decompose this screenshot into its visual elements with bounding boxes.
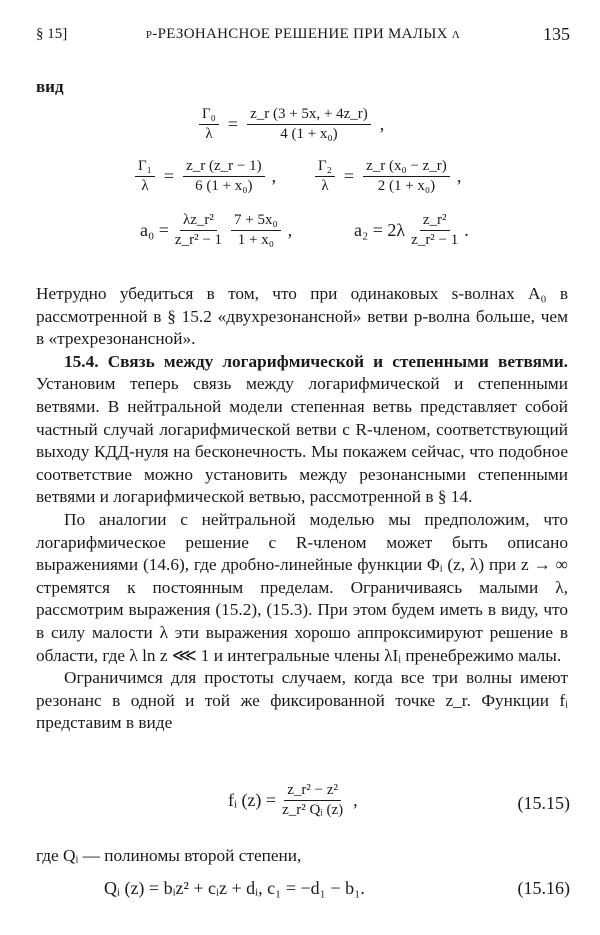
fraction — [172, 212, 225, 249]
numerator: z_r² − z² — [284, 782, 341, 801]
numerator: Γ₂ — [315, 158, 335, 177]
equation-number: (15.16) — [517, 878, 570, 898]
formula-lhs: a₀ = — [140, 220, 169, 240]
equation-15-16 — [104, 878, 365, 899]
equals-sign: = — [163, 166, 175, 186]
equals-sign: = — [227, 114, 239, 134]
paragraph: Нетрудно убедиться в том, что при одинаковых s-волнах A₀ в рассмотренной в § 15.2 «двухрезонансной» ветви p-волна больше, чем в «трехрезонансной». — [36, 284, 568, 349]
fraction — [183, 158, 265, 195]
numerator: λz_r² — [180, 212, 217, 231]
fraction — [408, 212, 461, 249]
formula-body: Qᵢ (z) = bᵢz² + cᵢz + dᵢ, c₁ = −d₁ − b₁. — [104, 878, 365, 898]
punctuation: , — [379, 114, 385, 134]
fraction — [247, 106, 371, 143]
equation-number: (15.15) — [517, 793, 570, 813]
section-heading: 15.4. Связь между логарифмической и степенными ветвями. — [64, 351, 568, 371]
body-text-lower — [36, 845, 568, 868]
numerator: 7 + 5x₀ — [231, 212, 281, 231]
fraction — [135, 158, 155, 195]
formula-gamma0 — [196, 106, 384, 143]
formula-lhs: fᵢ (z) = — [228, 790, 277, 810]
paragraph: Ограничимся для простоты случаем, когда все три волны имеют резонанс в одной и той же фиксированной точке z_r. Функции fᵢ представим в виде — [36, 668, 568, 733]
paragraph: где Qᵢ — полиномы второй степени, — [36, 846, 302, 865]
equation-15-15 — [228, 782, 358, 819]
numerator: Γ₀ — [199, 106, 219, 125]
paragraph: По аналогии с нейтральной моделью мы предположим, что логарифмическое решение с R-членом может быть описано выражениями (14.6), где дробно-линейные функции Φᵢ (z, λ) при z → ∞ стремятся к постоянным пределам. Ограничиваясь малыми λ, рассмотрим выражения (15.2), (15.3). При этом будем иметь в виду, что в силу малости λ эти выражения хорошо аппроксимируют решение в области, где λ ln z ⋘ 1 и интегральные члены λIᵢ пренебрежимо малы. — [36, 509, 568, 665]
numerator: Γ₁ — [135, 158, 155, 177]
denominator: λ — [205, 126, 213, 142]
fraction — [231, 212, 281, 249]
body-text-upper — [36, 283, 568, 735]
fraction — [279, 782, 346, 819]
denominator: z_r² Qᵢ (z) — [282, 802, 344, 818]
formula-gamma1 — [132, 158, 276, 195]
paragraph-section — [36, 351, 568, 509]
fraction — [363, 158, 450, 195]
denominator: 1 + x₀ — [237, 232, 274, 248]
punctuation: , — [287, 220, 293, 240]
denominator: λ — [321, 178, 329, 194]
numerator: z_r (3 + 5x, + 4z_r) — [247, 106, 371, 125]
header-title: p-РЕЗОНАНСНОЕ РЕШЕНИЕ ПРИ МАЛЫХ λ — [145, 26, 461, 42]
fraction — [199, 106, 219, 143]
denominator: z_r² − 1 — [174, 232, 223, 248]
numerator: z_r (z_r − 1) — [183, 158, 265, 177]
numerator: z_r² — [420, 212, 450, 231]
denominator: λ — [141, 178, 149, 194]
equals-sign: = — [343, 166, 355, 186]
punctuation: , — [271, 166, 277, 186]
paragraph: Установим теперь связь между логарифмической и степенными ветвями. В нейтральной модели степенная ветвь представляет собой частный случай логарифмической ветви с R-членом, соответствующий выходу КДД-нуля на бесконечность. Мы покажем сейчас, что подобное соответствие можно установить между резонансными степенными ветвями и логарифмической ветвью, рассмотренной в § 14. — [36, 374, 568, 507]
denominator: 2 (1 + x₀) — [377, 178, 436, 194]
running-header — [36, 26, 570, 48]
fraction — [315, 158, 335, 195]
formula-a2 — [354, 212, 469, 249]
punctuation: , — [456, 166, 462, 186]
header-section: § 15] — [36, 26, 68, 42]
denominator: 4 (1 + x₀) — [280, 126, 338, 142]
punctuation: . — [464, 220, 469, 240]
numerator: z_r (x₀ − z_r) — [363, 158, 450, 177]
intro-word: вид — [36, 77, 64, 96]
denominator: 6 (1 + x₀) — [195, 178, 253, 194]
formula-a0 — [140, 212, 292, 249]
formula-lhs: a₂ = 2λ — [354, 220, 406, 240]
punctuation: , — [353, 790, 358, 810]
formula-gamma2 — [312, 158, 461, 195]
denominator: z_r² − 1 — [411, 232, 459, 248]
page-number: 135 — [543, 24, 570, 44]
